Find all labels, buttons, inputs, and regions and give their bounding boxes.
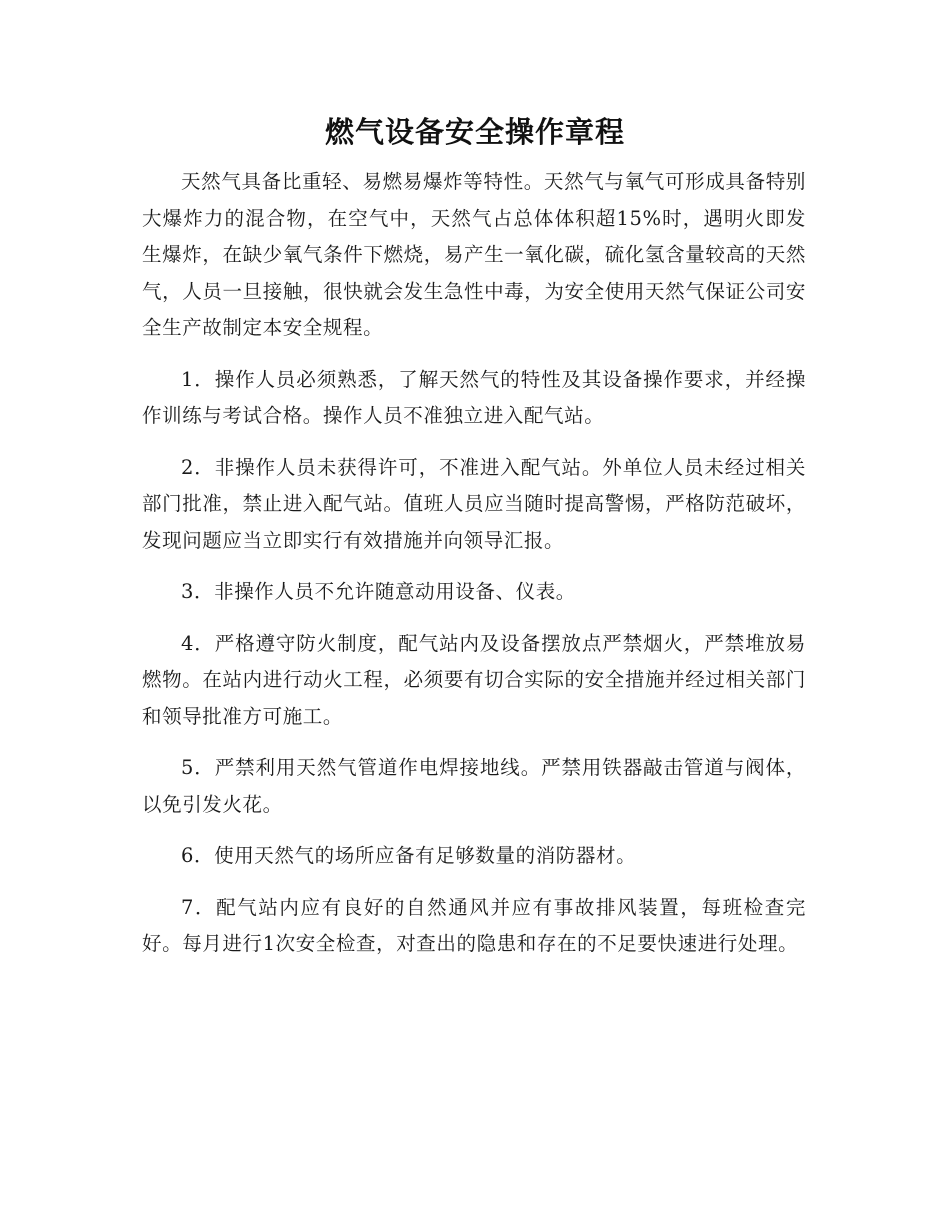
document-body — [142, 164, 806, 978]
rule-paragraph-2: 2．非操作人员未获得许可，不准进入配气站。外单位人员未经过相关部门批准，禁止进入配气站。值班人员应当随时提高警惕，严格防范破坏，发现问题应当立即实行有效措施并向领导汇报。 — [142, 455, 806, 552]
intro-paragraph: 天然气具备比重轻、易燃易爆炸等特性。天然气与氧气可形成具备特别大爆炸力的混合物，在空气中，天然气占总体体积超15%时，遇明火即发生爆炸，在缺少氧气条件下燃烧，易产生一氧化碳，硫化氢含量较高的天然气，人员一旦接触，很快就会发生急性中毒，为安全使用天然气保证公司安全生产故制定本安全规程。 — [142, 170, 806, 339]
rule-paragraph-5: 5．严禁利用天然气管道作电焊接地线。严禁用铁器敲击管道与阀体，以免引发火花。 — [142, 756, 806, 816]
rule-paragraph-6: 6．使用天然气的场所应备有足够数量的消防器材。 — [181, 844, 637, 867]
rule-paragraph-3: 3．非操作人员不允许随意动用设备、仪表。 — [181, 580, 576, 603]
rule-paragraph-4: 4．严格遵守防火制度，配气站内及设备摆放点严禁烟火，严禁堆放易燃物。在站内进行动火工程，必须要有切合实际的安全措施并经过相关部门和领导批准方可施工。 — [142, 631, 806, 728]
rule-paragraph-7: 7．配气站内应有良好的自然通风并应有事故排风装置，每班检查完好。每月进行1次安全检查，对查出的隐患和存在的不足要快速进行处理。 — [142, 895, 806, 955]
document-title: 燃气设备安全操作章程 — [324, 115, 625, 149]
rule-paragraph-1: 1．操作人员必须熟悉，了解天然气的特性及其设备操作要求，并经操作训练与考试合格。操作人员不准独立进入配气站。 — [142, 367, 806, 427]
